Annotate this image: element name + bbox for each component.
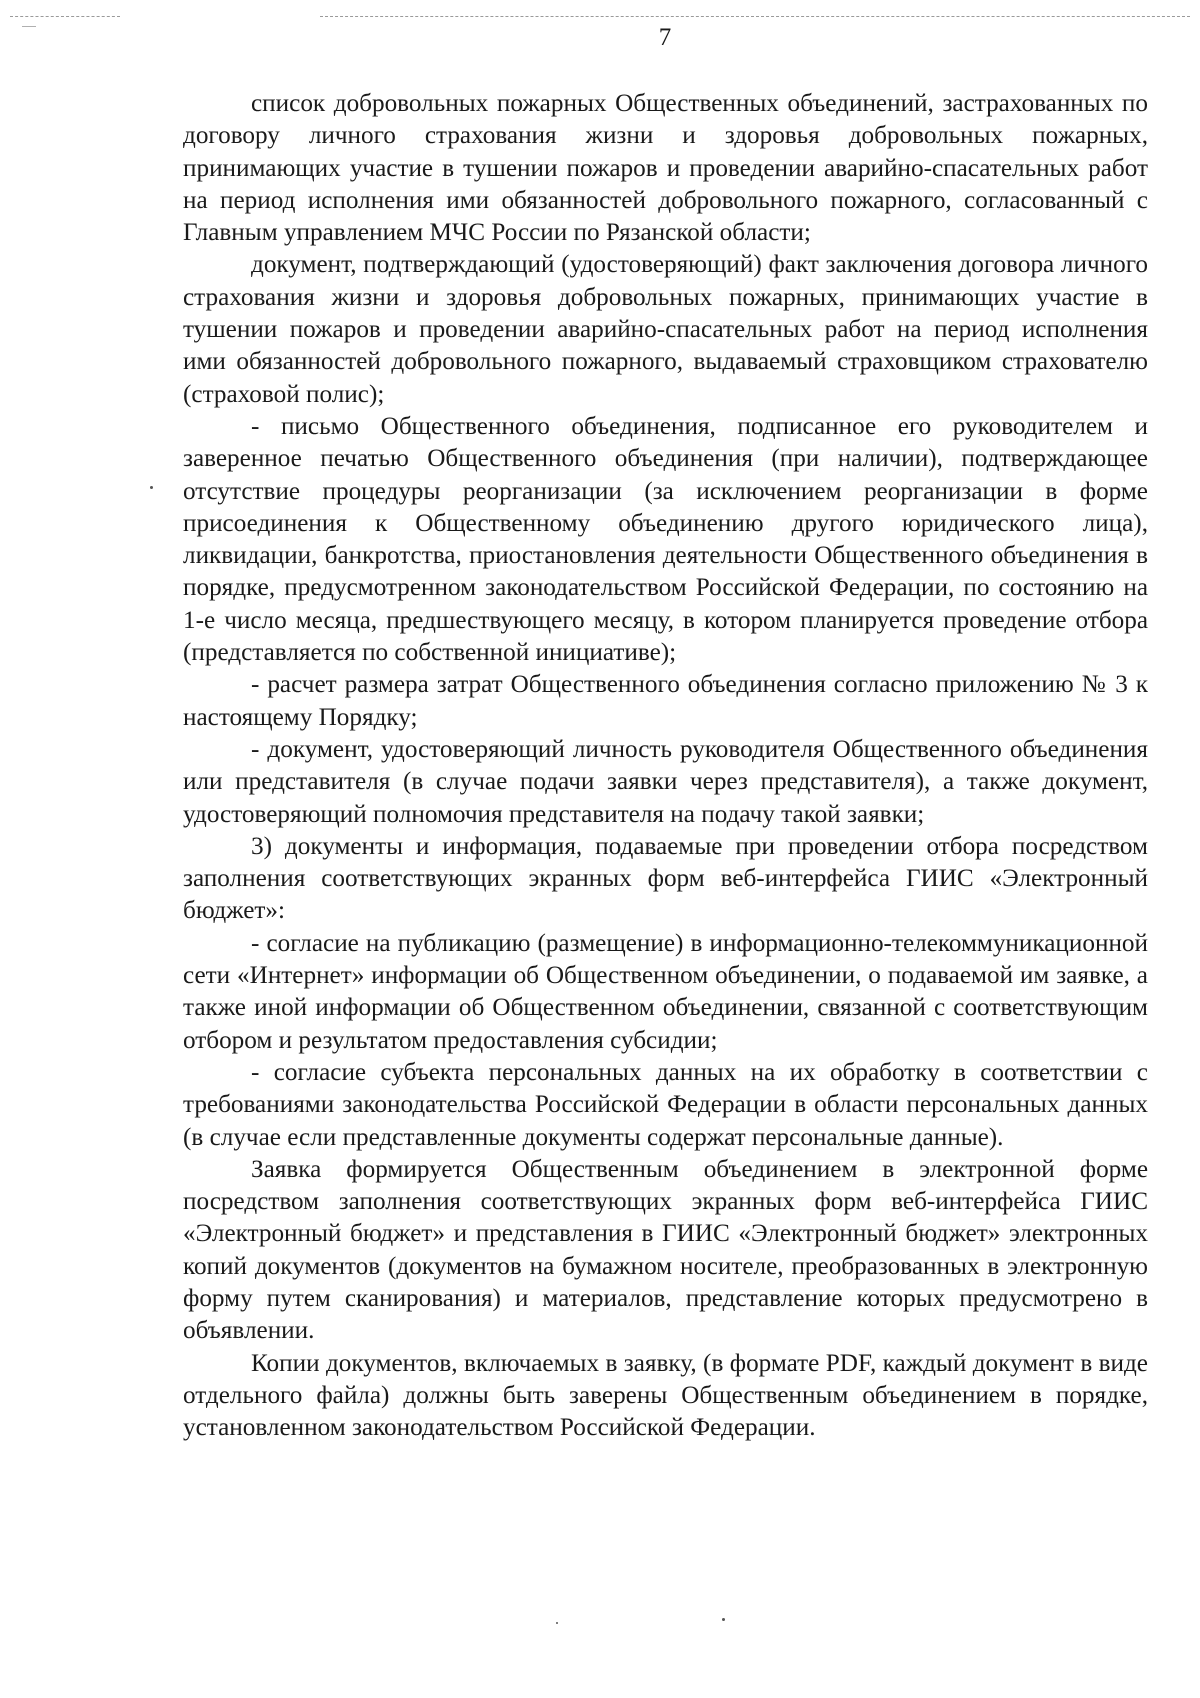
paragraph-publication-consent: - согласие на публикацию (размещение) в информационно-телекоммуникационной сети «Интернет» информации об Общественном объединении, о подаваемой им заявке, а также иной информации об Общественном объединении, связанной с соответствующим отбором и результатом предоставления субсидии;: [183, 929, 1148, 1054]
paragraph-volunteer-list: список добровольных пожарных Общественных объединений, застрахованных по договору личного страхования жизни и здоровья добровольных пожарных, принимающих участие в тушении пожаров и проведении аварийно-спасательных работ на период исполнения ими обязанностей добровольного пожарного, согласованный с Главным управлением МЧС России по Рязанской области;: [183, 90, 1148, 247]
scan-artifact-speck: [556, 1622, 558, 1624]
paragraph-application-formation: Заявка формируется Общественным объединением в электронной форме посредством заполнения соответствующих экранных форм веб-интерфейса ГИИС «Электронный бюджет» и представления в ГИИС «Электронный бюджет» электронных копий документов (документов на бумажном носителе, преобразованных в электронную форму путем сканирования) и материалов, представление которых предусмотрено в объявлении.: [183, 1155, 1148, 1345]
scan-artifact-line: [10, 16, 120, 17]
scan-artifact-line: [320, 16, 1190, 17]
document-body: [183, 88, 1148, 1444]
paragraph-personal-data-consent: - согласие субъекта персональных данных на их обработку в соответствии с требованиями законодательства Российской Федерации в области персональных данных (в случае если представленные документы содержат персональные данные).: [183, 1058, 1148, 1151]
paragraph-cost-calculation: - расчет размера затрат Общественного объединения согласно приложению № 3 к настоящему Порядку;: [183, 671, 1148, 731]
paragraph-insurance-document: документ, подтверждающий (удостоверяющий) факт заключения договора личного страхования жизни и здоровья добровольных пожарных, принимающих участие в тушении пожаров и проведении аварийно-спасательных работ на период исполнения ими обязанностей добровольного пожарного, выдаваемый страховщиком страхователю (страховой полис);: [183, 251, 1148, 408]
scan-artifact-speck: [150, 486, 153, 489]
page-number: 7: [658, 24, 672, 51]
paragraph-documents-via-forms: 3) документы и информация, подаваемые при проведении отбора посредством заполнения соответствующих экранных форм веб-интерфейса ГИИС «Электронный бюджет»:: [183, 832, 1148, 925]
paragraph-identity-document: - документ, удостоверяющий личность руководителя Общественного объединения или представителя (в случае подачи заявки через представителя), а также документ, удостоверяющий полномочия представителя на подачу такой заявки;: [183, 735, 1148, 828]
paragraph-document-copies: Копии документов, включаемых в заявку, (в формате PDF, каждый документ в виде отдельного файла) должны быть заверены Общественным объединением в порядке, установленном законодательством Российской Федерации.: [183, 1349, 1148, 1442]
scan-artifact-speck: [722, 1618, 725, 1621]
paragraph-association-letter: - письмо Общественного объединения, подписанное его руководителем и заверенное печатью Общественного объединения (при наличии), подтверждающее отсутствие процедуры реорганизации (за исключением реорганизации в форме присоединения к Общественному объединению другого юридического лица), ликвидации, банкротства, приостановления деятельности Общественного объединения в порядке, предусмотренном законодательством Российской Федерации, по состоянию на 1-е число месяца, предшествующего месяцу, в котором планируется проведение отбора (представляется по собственной инициативе);: [183, 412, 1148, 667]
